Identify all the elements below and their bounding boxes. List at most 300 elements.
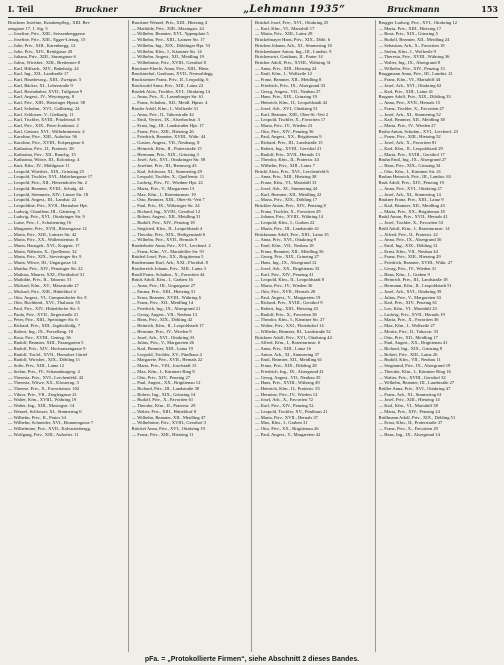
directory-entry: Bruggmann Anna, Priv., III., Landstr. 21	[378, 71, 453, 77]
directory-entry: — Karl, Angest., IV., Weyringerg. 8	[8, 94, 75, 100]
directory-entry: — Kurt, Kfm., IV., Mühlgasse 11	[8, 162, 70, 168]
column-2	[132, 20, 253, 652]
directory-entry: — Leopold, Tischler, X., Favoriten 17	[255, 117, 326, 123]
directory-entry: Bruder Adolf, Kfm., I., Wollzeile 31	[131, 105, 199, 111]
directory-entry: — Franz, Kfm., VI., Mariahilf 31	[255, 180, 317, 186]
directory-entry: — Juliana, Priv., XIII., Sturmgasse 6	[8, 54, 76, 60]
directory-entry: — Rudolf, Priv., XVII., Hernals 13	[255, 151, 320, 157]
directory-entry: — Josef, Arb., XVI., Ottakring 62	[378, 82, 442, 88]
directory-entry: — Otto, Angest., VI., Gumpendorfer Str. 8	[8, 294, 87, 300]
directory-entry: — Rudolf, Priv., XIV., Hochsatzengasse 9	[8, 345, 86, 351]
directory-entry: — Wolfgang, Priv., XIII., Auhofstr. 11	[8, 431, 79, 437]
directory-entry: Brüllmann Adolf, Priv., XIX., Döbling 51	[378, 414, 456, 420]
directory-entry: — Josef, Arb., XVI., Ottakring 51	[255, 105, 318, 111]
directory-entry: — Julius, Priv., V., Margareten 26	[131, 340, 194, 346]
directory-entry: Brugger Ludwig, Priv., XVI., Ottakring 12	[378, 20, 458, 25]
directory-entry: — Franz, Tischler, X., Favoriten 47	[378, 105, 445, 111]
directory-entry: — Karl, Priv., XIII., Hietzinger Hptstr. 38	[8, 100, 86, 106]
directory-entry: — Robert, Ing., XIII., Hietzing 43	[255, 305, 319, 311]
directory-entry: — Georg, Angest., VII., Neubau 27	[255, 88, 321, 94]
directory-entry: — Sofie, Priv., XIII., Lainz 12	[8, 363, 65, 369]
directory-columns	[8, 20, 498, 652]
directory-entry: — Katharina, Priv., II., Praterstr. 38	[8, 145, 74, 151]
directory-entry: — Anna, Priv., XIII., Hietzing 24	[255, 65, 317, 71]
directory-entry: — Paul, Angest., V., Margareten 42	[255, 431, 321, 437]
directory-entry: Bruhn Emil, Ing., IX., Alsergrund 27	[378, 157, 447, 163]
directory-entry: — Leopold, Tischler, XV., Fünfhaus 21	[255, 408, 328, 414]
directory-entry: — Karl, Beamter, XIII., Lainz 19	[131, 345, 193, 351]
directory-entry: — Peter, Priv., XIII., Speisinger Str. 6	[8, 317, 78, 323]
directory-entry: — Heinrich, Kfm., II., Praterstr. 53	[255, 386, 320, 391]
directory-entry: — Karl, Priv., XIV., Penzing 41	[255, 271, 314, 277]
directory-entry: — Wilhelm, Schneider, XVI., Brunnengasse 7	[8, 420, 94, 426]
directory-entry: — Theresia, Witwe, XX., Klosterng. 3	[8, 380, 79, 386]
directory-entry: Brückl Alois, Priv., XVI., Lerchenfeld 6	[255, 168, 329, 174]
directory-entry: — Georg, Angest., VII., Neubau 35	[255, 374, 321, 380]
directory-entry: — Karl, Beamter, XIII., Ober-St.-Veit 2	[255, 111, 329, 117]
directory-entry: — Leopold, Angest., III., Landstr. 22	[8, 197, 77, 203]
directory-entry: — Wilhelmine, Priv., XVIII., Gersthof 8	[131, 60, 206, 66]
directory-entry: — Maria, Priv., XIV., Penzing 24	[378, 408, 440, 414]
directory-entry: — Josef, Arb., XVI., Ottakringer Str. 58	[131, 157, 206, 163]
directory-entry: — Leopold, Tischler, X., Quellenstr. 11	[131, 174, 205, 180]
directory-entry: — Maria, Priv., V., Margareten 13	[131, 185, 195, 191]
footer-note: pFa. = „Protokollierte Firmen“, siehe Abschnitt 2 dieses Bandes.	[144, 656, 360, 663]
directory-entry: — Hans, Priv., XIX., Grinzing 19	[255, 94, 317, 100]
directory-entry: — Walter, Priv., XIII., Hütteldorf 8	[131, 408, 197, 414]
directory-entry: Brüderl Josef, Priv., XX., Brigittenau 5	[131, 254, 204, 260]
directory-entry: — Richard, Ing., XIX., Grinzing 8	[378, 345, 443, 351]
directory-entry: — Wilhelm, Priv., XIII., Lainz 7	[255, 162, 315, 168]
directory-entry: — Therese, Priv., X., Favoritenstr. 102	[8, 386, 80, 391]
directory-entry: Brückner Adolf, Priv., XVI., Ottakring 44	[255, 334, 332, 340]
directory-entry: Bruckner Wenzel, Priv., XIII., Hietzing 4	[131, 20, 208, 25]
directory-entry: — Josefine, Priv., XIII., Seissenberggasse	[8, 31, 86, 37]
directory-entry: — Josef, Arb., X., Favoriten 72	[255, 397, 313, 403]
directory-entry: — Wilhelm, Priv., XVII., Hernals 9	[131, 237, 198, 243]
directory-entry: — Otto, Priv., XX., Brigittenau 26	[255, 426, 319, 432]
directory-entry: — Wilhelm, Priv., II., Prater 34	[8, 414, 66, 420]
directory-entry: Brudermann Karl, Arb., XXI., Floridsd. 8	[131, 260, 208, 266]
directory-entry: — Rosa, Priv., XIX., Grinzing 5	[378, 31, 438, 37]
directory-entry: — Franz, Priv., XIII., Hietzing 26	[131, 128, 194, 134]
directory-entry: — Franz, Priv., XIII., Hietzing 29	[378, 254, 441, 260]
directory-entry: — Otto, Kfm., I., Kärntner Str. 41	[378, 168, 442, 174]
directory-entry: — Richard, Ing., XVIII., Gersthof 12	[131, 208, 201, 214]
directory-entry: — Maria, Hausgeh., XVI., Koppstr. 17	[8, 243, 80, 249]
directory-entry: Brudl Franz, Schuhm., X., Favoriten 44	[131, 271, 205, 277]
directory-entry: — Maria, Priv., XIX., Sieveringer Str. 9	[8, 254, 82, 260]
directory-entry: — Karl, Priv., XIV., Penzing 52	[255, 403, 314, 409]
directory-entry: — Franz, Priv., X., Favoriten 29	[378, 426, 438, 432]
directory-entry: — Max, Kfm., I., Rotenturmstr. 19	[131, 191, 196, 197]
directory-entry: — Rudolf, Priv., X., Favoriten 61	[131, 397, 194, 403]
directory-entry: — Richard, Priv., III., Landstraße 15	[255, 140, 323, 146]
directory-entry: Brückenbauer Anton, Ing., III., Landstr. 9	[255, 48, 332, 54]
directory-entry: — Heinrich, Priv., III., Landstraße 18	[378, 277, 448, 283]
directory-entry: — Johann, Priv., XVIII., Währing 14	[255, 214, 324, 220]
directory-entry: — Mathilde, Priv., II., Taborstr. 51	[8, 277, 72, 283]
directory-entry: — Rudolf, Priv., X., Favoriten 38	[255, 311, 317, 317]
directory-entry: — Theodor, Kfm., II., Praterstr. 44	[255, 157, 319, 163]
directory-entry: — Stefan, Priv., IV., Schaumburgerg. 4	[8, 368, 80, 374]
directory-entry: — Walter, Kfm., XVIII., Währing 19	[8, 397, 77, 403]
directory-entry: — Rudolf, Kfm., VII., Neubau 11	[378, 357, 441, 363]
directory-entry: — Robert, Ing., IX., Porzellang. 18	[8, 328, 73, 334]
directory-entry: Brukl Anton, Priv., XVII., Hernals 41	[378, 214, 448, 220]
directory-entry: — Julius, Wirtsbet., XIII., Breitensee 8	[8, 60, 80, 66]
running-head-mid: Bruckner	[159, 4, 202, 14]
directory-entry: — Robert, Angest., XII., Meidling 31	[131, 214, 201, 220]
directory-entry: — Maria, Priv., IV., Wieden 23	[255, 122, 313, 128]
directory-entry: — Hans, Priv., XVIII., Währing 49	[255, 380, 320, 386]
directory-entry: Brückel Josef, Priv., XVI., Ottakring 25	[255, 20, 329, 25]
directory-entry: — Wilhelmine, Priv., XVIII., Gersthof 3	[131, 420, 206, 426]
directory-entry: — Heinrich, Kfm., II., Praterstraße 15	[131, 145, 202, 151]
directory-entry: Brücker Adolf, Priv., XVIII., Währing 31	[255, 60, 331, 66]
directory-entry: — Leopold, Kfm., I., Graben 22	[255, 220, 315, 226]
directory-entry: Brudek Alois, Tischler, XVI., Ottakring 14	[131, 88, 211, 94]
directory-entry: — Karl, Bestinhaber, XVII., Tullgasse 9	[8, 88, 83, 94]
directory-entry: — Anna, Priv., XVI., Ottakring 9	[255, 237, 317, 243]
directory-entry: — Karl, Priv., XIV., Penzing 61	[378, 300, 438, 306]
directory-entry: — Siegfried, Kfm., II., Leopoldstadt 4	[131, 225, 203, 231]
directory-entry: — Franz, Priv., XII., Meidling 14	[131, 300, 194, 306]
directory-entry: — Ludwig, Chauffeur, III., Gärtnerg. 5	[8, 208, 80, 214]
directory-entry: — Leopold, Beamter, XVIII., Schulg. 44	[8, 185, 84, 191]
directory-entry: — Karl, Beamter, XII., Meidling 38	[378, 117, 445, 123]
directory-entry: — Josef, Arb., XI., Simmering 14	[378, 191, 441, 197]
directory-entry: — Paul, Angest., V., Margareten 19	[255, 294, 321, 300]
directory-entry: Bruk Adolf, Priv., XIV., Penzing 19	[378, 180, 444, 186]
directory-entry: — Theresia, Priv., XVI., Lerchenfeld. 42	[8, 374, 84, 380]
directory-entry: — Leopold, Priv., XII., Hetzendorfer Str. 2	[8, 180, 88, 186]
directory-entry: — Ernst, Kfm., II., Praterstraße 37	[378, 420, 443, 426]
directory-entry: — Luise, Priv., I., Schottenring 16	[8, 220, 72, 226]
directory-entry: — Ludwig, Priv., XVI., Ottakringer Str. 9	[8, 214, 85, 220]
directory-entry: — Otto, Priv., XVII., Hernals 28	[255, 288, 316, 294]
directory-entry: — Moritz, Priv., II., Taborstr. 33	[378, 328, 439, 334]
directory-entry: — Otto, Buchbind., XVI., Thaliastr. 55	[8, 300, 81, 306]
directory-title: „Lehmann 1935“	[243, 4, 346, 15]
directory-entry: Bruha Anton, Schuhm., XVI., Lerchenf. 23	[378, 128, 458, 134]
directory-entry: — Franz, Kfm., VI., Mariahilfer Str. 91	[131, 248, 205, 254]
directory-entry: Bruderhofer Anna, Priv., XVI., Lerchenf. 2	[131, 243, 211, 249]
directory-entry: — Alfred, Priv., II., Praterstr. 22	[378, 231, 438, 237]
directory-entry: — Josefine, Priv., III., Rennweg 43	[131, 162, 197, 168]
directory-entry: — Heinrich, Kfm., II., Leopoldstadt 42	[255, 100, 328, 106]
directory-entry: — Wilhelm, Angest., XII., Meidling 19	[131, 54, 204, 60]
directory-entry: — Karl, Beamter, XII., Meidling 43	[378, 203, 445, 208]
directory-entry: — Emil, Beamter, XII., Meidling 61	[255, 357, 323, 363]
directory-entry: — Max, Kfm., I., Wollzeile 27	[378, 323, 435, 329]
directory-entry: — Karl, Schlosser, XI., Simmering 29	[131, 168, 202, 174]
directory-entry: — Hans, Ing., IX., Alsergrund 14	[378, 431, 440, 437]
directory-entry: — Hans, Kfm., I., Graben 9	[378, 271, 430, 277]
directory-entry: — Gustav, Angest., VII., Neubaug. 8	[131, 140, 200, 146]
directory-entry: — Leo, Kfm., VI., Mariahilf 23	[378, 305, 437, 311]
directory-entry: — Otto, Beamter, XIII., Ober-St.-Veit 7	[131, 197, 205, 203]
directory-entry: — Julius, Priv., V., Margareten 33	[378, 294, 441, 300]
directory-entry: — Mathilde, Priv., XIII., Maxingstr. 24	[131, 25, 204, 31]
directory-entry: — Walter, Ing., XIII., Maxingstr. 14	[8, 403, 75, 409]
directory-entry: — Rudolf, Tischl., XVII., Hernalser Gürtel	[8, 351, 88, 357]
directory-entry: — Katharina, Priv., XII., Rauchg. 15	[8, 151, 76, 157]
directory-entry: — Theodor, Priv., XIX., Heiligenstadt 6	[131, 231, 206, 237]
directory-entry: — Paul, Angest., XX., Brigittenau 41	[378, 340, 448, 346]
directory-entry: — Richard, Priv., III., Landstraße 38	[131, 386, 200, 391]
directory-entry: — Otto, Priv., XII., Meidling 17	[378, 334, 438, 340]
directory-entry: — Katharina, Witwe, III., Kolonitzg. 4	[8, 157, 80, 163]
directory-entry: Brüll Adolf, Kfm., I., Rotenturmstr. 14	[378, 225, 450, 231]
directory-entry: — Paul, Priv., IX., Währinger Str. 24	[131, 203, 200, 208]
directory-entry: — Rudolf, Beamter, XII., Meidling 24	[378, 37, 450, 43]
directory-entry: Brucknerhof, Gasthaus, XVII., Neuwaldegg	[131, 71, 213, 77]
directory-entry: — Anna, Priv., XIII., Lainz 16	[255, 345, 312, 351]
directory-entry: — Heinrich, Kfm., II., Leopoldstadt 17	[131, 323, 204, 329]
directory-entry: — Robert, Priv., XIII., Lainz 26	[378, 351, 438, 357]
directory-entry: — Mathias, Maurer, XXI., Floridsdorf 31	[8, 271, 85, 277]
directory-entry: — Karl, Priv., XIX., Peter-Jordanstr. 2	[8, 122, 79, 128]
directory-entry: — Hans, Priv., XIX., Grinzing 34	[378, 162, 441, 168]
directory-entry: — Leopold, Tischler, XVI., Habichergasse 17	[8, 174, 93, 180]
directory-entry: — Paul, Angest., XX., Brigittenau 9	[255, 134, 322, 140]
directory-entry: — Maria, Priv., XX., Wallensteinstr. 8	[8, 237, 79, 243]
directory-entry: — Josef, Arb., XVI., Ottakring 33	[131, 334, 195, 340]
directory-entry: — Walter, Priv., XXI., Floridsdorf 14	[255, 323, 324, 329]
directory-entry: Brückler Anton, Priv., XIV., Penzing 8	[255, 203, 326, 208]
directory-entry: — Karl, Beamter, XII., Meidling 22	[255, 191, 322, 197]
directory-entry: Brugner Adolf, Priv., XIX., Döbling 33	[378, 94, 451, 100]
page-number: 153	[481, 4, 498, 14]
running-head-left: Bruckner	[75, 4, 118, 14]
directory-entry: — Karl, Gärtner, XVI., Wilhelminenstr. 4	[8, 128, 85, 134]
directory-entry: — Karl, Kfm., II., Leopoldstadt 29	[378, 145, 443, 151]
directory-entry: — Leopold, Tischler, XV., Fünfhaus 4	[131, 351, 202, 357]
directory-entry: Bruckwald Anna, Priv., XIII., Lainz 22	[131, 82, 204, 88]
directory-entry: — Theodor, Kfm., I., Kärntner Ring 16	[378, 368, 451, 374]
directory-entry: — Maria, Priv., IV., Wieden 27	[378, 122, 436, 128]
directory-entry: — Maria, Priv., X., Favoriten 36	[378, 317, 439, 323]
directory-entry: — Josef, Tischler, X., Favoriten 53	[378, 220, 444, 226]
directory-entry: — Maria, Priv., XIII., Lainzer Str. 42	[8, 231, 77, 237]
directory-entry: — Wilhelm, Ing., XIX., Döblinger Hpt. 53	[131, 42, 211, 48]
directory-entry: Brückenwirt, Gasthaus, II., Prater 14	[255, 54, 323, 60]
directory-entry: — Anna, Priv., II., Taborstraße 42	[131, 111, 194, 117]
directory-entry: — Karoline, Priv., XVIII., Eckpergasse 6	[8, 140, 84, 146]
directory-entry: — Anna, Priv., XVI., Ottakring 27	[378, 185, 442, 191]
directory-entry: — Rudolf, Wirtsbet., XIX., Döbling 11	[8, 357, 81, 363]
directory-entry: — Ludwig, Priv., IV., Wiedner Hpt. 22	[131, 180, 203, 186]
directory-entry: — Rosa, Priv., XVIII., Gentzg. 36	[8, 334, 71, 340]
directory-entry: — Emil, Vertret., IX., Alserbachstr. 3	[131, 117, 200, 123]
directory-entry: — Franz, Tischler, X., Favoriten 29	[255, 208, 321, 214]
directory-entry: — Walter, Ing., IX., Alsergrund 8	[378, 60, 441, 66]
directory-entry: — Robert, Ing., XIX., Grinzing 14	[131, 391, 196, 397]
directory-entry: Brückmann Adolf, Priv., XIII., Lainz 35	[255, 231, 329, 237]
directory-entry: — Sebastian, Arb., X., Favoriten 18	[378, 42, 445, 48]
directory-entry: — Wilhelmine, Priv., XVII., Kalvarienbergg.	[8, 426, 92, 432]
directory-entry: — Friedrich, Ing., IX., Alsergrund 21	[131, 305, 201, 311]
directory-entry: — Emma, Priv., XIII., Hietzing 31	[131, 288, 196, 294]
directory-entry: — Anton, Arb., XI., Simmering 37	[255, 351, 320, 357]
directory-entry: — Hermann, Priv., XIX., Grinzing 3	[131, 151, 199, 157]
directory-entry: — Ernst, Ing., III., Landstraßer Hpt. 17	[131, 122, 204, 128]
directory-entry: — Emil, Kfm., VII., Neubau 18	[255, 243, 314, 249]
volume-label: I. Teil	[8, 4, 34, 14]
directory-entry: — Rudolf, Beamter, XIII., Fasangarten 5	[8, 340, 84, 346]
directory-entry: — Hermann, Kfm., II., Leopoldstadt 51	[378, 283, 452, 289]
directory-entry: — Maria, Priv., IV., Wieden 36	[255, 283, 313, 289]
directory-entry: — Karoline, Priv., XIII., Auhofstr. 56	[8, 134, 77, 140]
directory-entry: Brückelmayer Hans, Priv., XIX., Döbl. 6	[255, 37, 331, 43]
directory-entry: — Julie, Priv., XIV., Reinlgasse 20	[8, 48, 73, 54]
directory-entry: — Ernst, Kfm., VII., Neubau 44	[378, 248, 438, 254]
running-head-right: Bruckmann	[387, 4, 440, 14]
directory-entry: — Maria, Witwe, III., Ungargasse 14	[8, 260, 77, 266]
directory-entry: — Karl, Kfm., VI., Mariahilf 38	[378, 403, 438, 409]
directory-entry: — Maria, Priv., XIX., Döbling 17	[255, 197, 318, 203]
directory-entry: — Stefan, Kfm., I., Wollzeile 9	[378, 48, 436, 54]
directory-entry: — Wilhelm, Kfm., I., Kärntner Str. 14	[131, 48, 202, 54]
directory-entry: — Ernst, Beamter, XVIII., Währing 6	[131, 294, 202, 300]
directory-entry: — Friedrich, Beamter, XVIII., Währ. 44	[131, 134, 206, 140]
directory-entry: — Maria, Priv., XIII., Lainz 28	[255, 31, 313, 37]
directory-entry: — Friedrich, Priv., IX., Alsergrund 33	[255, 82, 326, 88]
directory-entry: — Karl, Hilfsarb., XIV., Bahnhofg. 24	[8, 65, 79, 71]
directory-entry: — Wilhelm, Beamter, XII., Meidling 47	[131, 414, 206, 420]
directory-entry: — Michael, Kfm., XV., Märzstraße 27	[8, 283, 79, 289]
directory-entry: — Theodor, Kfm., I., Kärntner Str. 27	[255, 317, 325, 323]
directory-entry: Brucksteiner Franz, Priv., II., Leopoldg. 6	[131, 77, 209, 83]
directory-entry: — Hans, Priv., XIX., Döbling 42	[131, 317, 193, 323]
directory-entry: — Anna, Priv., X., Laxenburger Str. 61	[131, 94, 204, 100]
directory-entry: — Leopold, Kfm., II., Leopoldstadt 8	[255, 277, 325, 283]
directory-entry: — Paula, Priv., XVII., Jörgerstraße 21	[8, 311, 79, 317]
directory-entry: — Friedrich, Ing., IX., Alsergrund 41	[255, 368, 324, 374]
directory-entry: — Franz, Priv., XIII., Hietzing 11	[131, 431, 194, 437]
directory-entry: — Karl, Hausbesorg., XIII., Zweigstr. 5	[8, 77, 82, 83]
column-1	[8, 20, 129, 652]
directory-entry: — Margarete, Priv., XVII., Hernals 22	[131, 357, 203, 363]
directory-entry: Brukner Franz, Priv., XIII., Lainz 9	[378, 197, 444, 203]
directory-entry: — Franz, Beamter, XII., Meidling 56	[255, 248, 324, 254]
directory-entry: — Franz, Schuhm., XII., Meidl. Hptstr. 4	[131, 100, 208, 106]
directory-entry: — Richard, Priv., XVIII., Gersthof 9	[255, 300, 323, 306]
directory-entry: — Georg, Priv., XIX., Grinzing 27	[255, 254, 319, 260]
directory-entry: — Julie, Priv., XIII., Karenbergg. 12	[8, 42, 76, 48]
directory-entry: — Wilhelm, Beamter, III., Landstraße 27	[378, 380, 455, 386]
column-4	[379, 20, 499, 652]
directory-entry: — Karl, Priv., XIII., Lainz 41	[378, 88, 434, 94]
directory-entry: — Theresia, Priv., XVIII., Währing 36	[378, 54, 450, 60]
directory-entry: — Anna, Priv., IX., Alsergrund 36	[378, 237, 442, 243]
directory-entry: — Leopold, Steinmetz, XIV., Linzer Str. 18	[8, 191, 89, 197]
directory-entry: Brüller Anna, Priv., XVI., Ottakring 47	[378, 386, 451, 391]
column-3	[255, 20, 376, 652]
directory-entry: — Margarete, Priv., XVII., Rötzergasse 12	[8, 225, 87, 231]
directory-entry: — Alfred, Kfm., I., Rotenturmstr. 6	[255, 340, 321, 346]
directory-entry: — Walter, Priv., XVIII., Gersthof 32	[378, 374, 446, 380]
directory-entry: — Siegmund, Priv., IX., Alsergrund 19	[378, 363, 451, 369]
directory-entry: — Franz, Arb., XI., Simmering 61	[378, 391, 442, 397]
directory-entry: — Paul, Angest., XX., Brigittenau 12	[131, 380, 201, 386]
directory-entry: — Karl, Tischler, XVIII., Pötzleinsd. 8	[8, 117, 80, 123]
directory-entry: — Karl, Ing., XII., Landsraße 17	[8, 71, 69, 77]
directory-entry: — Josef, Arb., X., Favoriten 81	[378, 140, 437, 146]
directory-entry: Brückel Anna, Priv., XVI., Ottakring 19	[131, 426, 205, 432]
directory-entry: — Franz, Beamter, XII., Meidling 8	[255, 77, 322, 83]
directory-entry: — Karl, Schuhm., XVI., Gallitzing. 24	[8, 105, 80, 111]
directory-entry: — Hans, Ing., IX., Alsergrund 12	[255, 260, 317, 266]
directory-entry: — Josef, Arb., XVI., Ottakring 39	[378, 288, 442, 294]
directory-entry: — Franz, Priv., XIII., Hietzing 52	[378, 134, 441, 140]
directory-entry: — Hermine, Priv., IV., Wieden 9	[131, 328, 192, 334]
directory-entry: — Anna, Priv., XIII., Hietzing 38	[255, 174, 317, 180]
directory-entry: — Maria, Näherin, X., Quellenstr. 32	[8, 248, 77, 254]
directory-entry: — Maria, Priv., XX., Brigittenau 18	[378, 208, 445, 214]
directory-entry: — Leopold, Wirtsbet., XIX., Grinzing 25	[8, 168, 85, 174]
directory-entry: — Wilhelm, Priv., XIV., Penzing 13	[378, 65, 445, 71]
directory-entry: — Wilhelm, Priv., XIII., Lainzer Str. 17	[131, 37, 205, 43]
directory-entry: — Karl, Bäcker, XI., Leberstraße 9	[8, 82, 73, 88]
directory-entry: Brück Adolf, Kfm., I., Graben 16	[131, 277, 193, 283]
directory-entry: — Emil, Ing., XIX., Döbling 12	[378, 243, 438, 249]
directory-entry: — Wilhelm, Beamter, XVI., Yppenplatz 5	[131, 31, 209, 37]
directory-entry: — Hermine, Priv., IV., Wieden 14	[255, 391, 318, 397]
directory-entry: — Josef, Arb., XI., Simmering 44	[255, 185, 318, 191]
directory-entry: — Anna, Priv., XVII., Hernals 15	[378, 100, 441, 106]
directory-entry: — Otto, Priv., XIV., Penzing 36	[255, 128, 314, 134]
directory-entry: — Wilhelm, Beamter, III., Landstraße 52	[255, 328, 331, 334]
directory-entry: — Richard, Priv., XIII., Jagdschloßg. 7	[8, 323, 81, 329]
directory-entry: Bruderreich Johann, Priv., XIII., Lainz 3	[131, 265, 206, 271]
directory-entry: — Emil, Kfm., I., Wollzeile 12	[255, 71, 312, 77]
directory-entry: — Leopoldine, Priv., XVII., Hernalser Hpt.	[8, 203, 88, 208]
directory-entry: — Maria, Priv., XVIII., Gersthof 17	[378, 151, 445, 157]
directory-entry: — Karl, Schlosser, V., Gießaufg. 11	[8, 111, 74, 117]
directory-entry: — Georg, Priv., IV., Wieden 31	[378, 265, 437, 271]
directory-entry: — Maria, Priv., VIII., Josefstadt 15	[131, 363, 197, 369]
directory-entry: — Anna, Priv., III., Ungargasse 27	[131, 283, 196, 289]
directory-entry: — Michael, Priv., XIII., Hütteldorf 4	[8, 288, 76, 294]
directory-entry: — Ludwig, Priv., XVII., Hernals 19	[378, 311, 445, 317]
directory-entry: Brücken Johann, Arb., XI., Simmering 18	[255, 42, 332, 48]
directory-entry: — Theodor, Kfm., II., Praterstr. 29	[131, 403, 196, 409]
directory-entry: — Maria, Priv., III., Landstraße 41	[255, 225, 319, 231]
directory-entry: — Maria, Priv., XIII., Hietzing 17	[378, 25, 442, 31]
directory-entry: — Max, Kfm., I., Kärntner Ring 8	[131, 368, 195, 374]
directory-entry: — Robert, Ing., XVIII., Gersthof 21	[255, 145, 322, 151]
directory-entry: — Franz, Priv., XIX., Döbling 28	[255, 363, 317, 369]
directory-entry: — Max, Kfm., I., Graben 31	[255, 420, 308, 426]
directory-entry: — Otto, Priv., XIV., Penzing 27	[131, 374, 191, 380]
directory-entry: — Paul, Priv., XIV., Hütteldorfer Str. 3	[8, 305, 80, 311]
directory-entry: Bruckner-Eberle, Anna, Priv., XIII., Hietz.	[131, 65, 210, 71]
directory-entry: Bruckner Josefine, Krankenpfleg., XIII. Ber-	[8, 20, 91, 25]
directory-entry: zengasse 17, 1. Stg. 5	[8, 25, 48, 31]
directory-entry: — Rudolf, Priv., XIV., Penzing 18	[131, 220, 195, 226]
directory-entry: — Josef, Priv., XIII., Hietzing 14	[378, 397, 440, 403]
directory-entry: — Wenzel, Schlosser, XI., Simmering 6	[8, 408, 82, 414]
directory-entry: Bruhns Heinrich, Priv., III., Landstr. 63	[378, 174, 451, 180]
directory-entry: — Martha, Priv., XIV., Penzinger Str. 22	[8, 265, 83, 271]
directory-entry: — Viktor, Priv., VII., Zieglergasse 21	[8, 391, 77, 397]
directory-entry: — Friedrich, Beamter, XVIII., Währ. 27	[378, 260, 453, 266]
directory-entry: — Josef, Arb., XI., Simmering 52	[378, 111, 441, 117]
page-header	[8, 4, 498, 18]
directory-entry: — Karl, Kfm., VI., Mariahilf 17	[255, 25, 315, 31]
